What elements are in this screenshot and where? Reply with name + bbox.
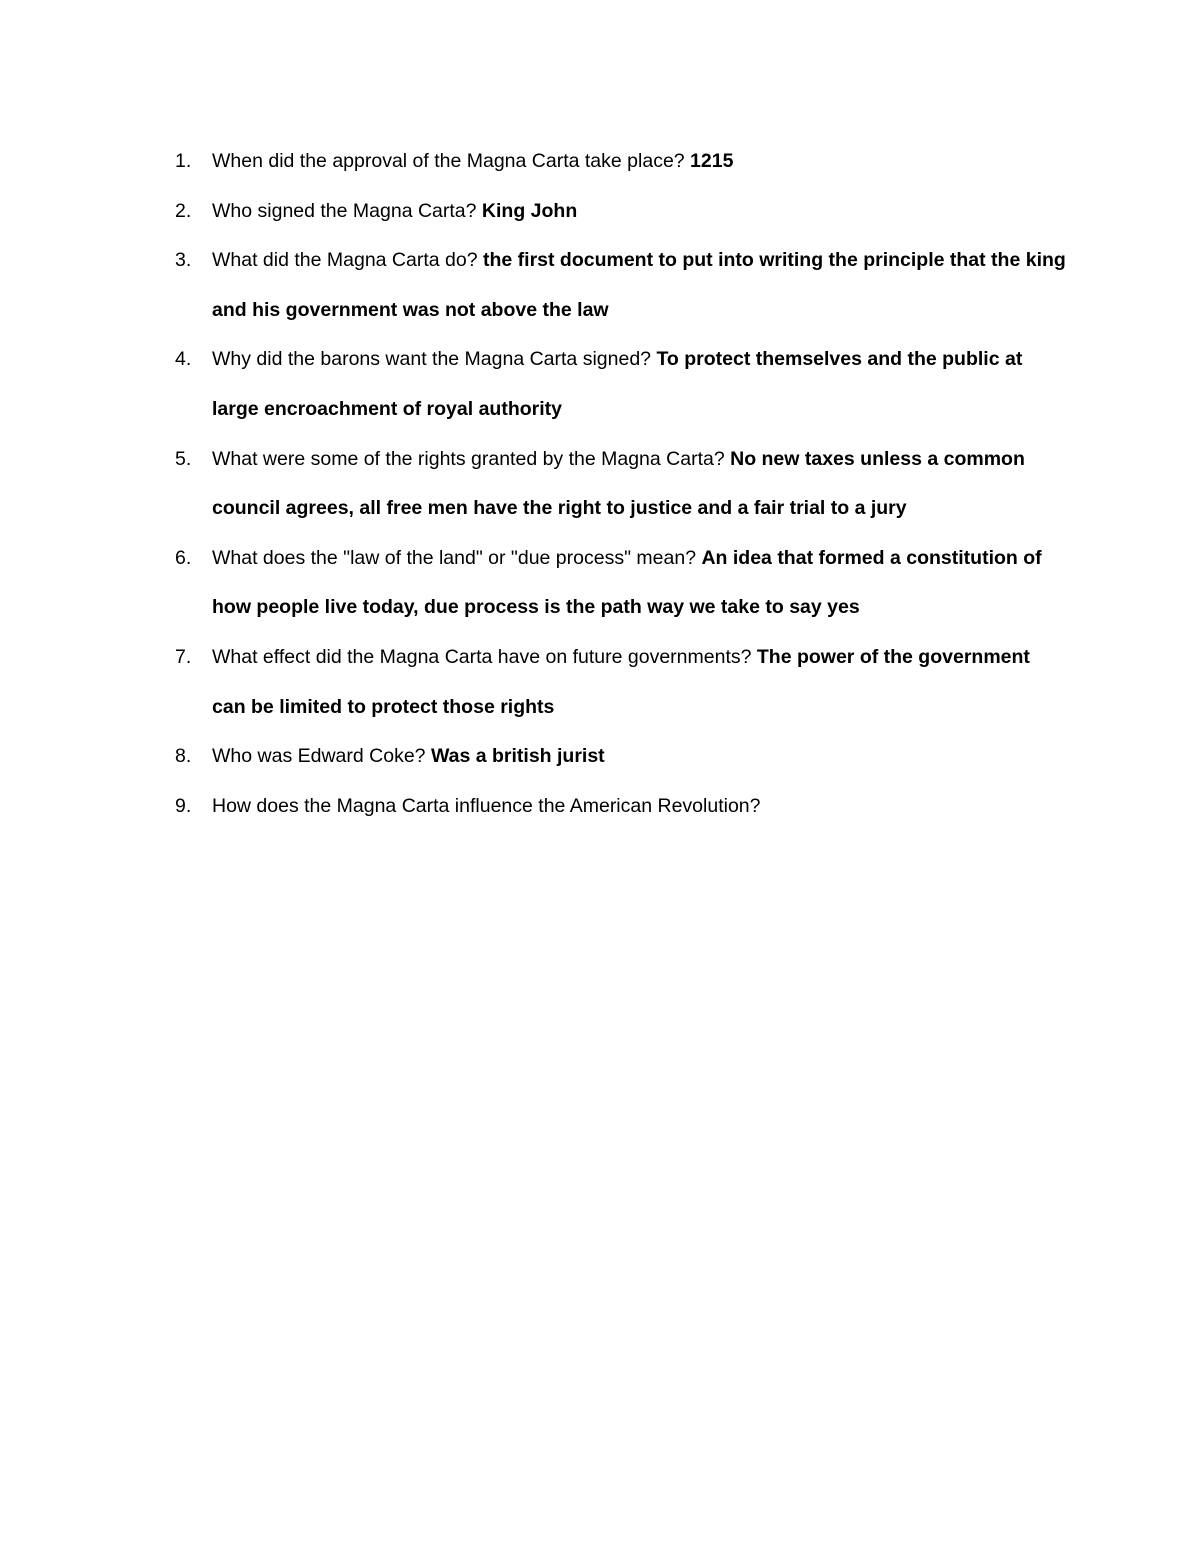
- item-number: 8.: [175, 745, 192, 768]
- list-item: [168, 236, 1068, 335]
- question-text: What did the Magna Carta do?: [212, 249, 483, 272]
- question-text: Who was Edward Coke?: [212, 745, 431, 768]
- question-text: What were some of the rights granted by the Magna Carta?: [212, 447, 731, 470]
- item-number: 5.: [175, 447, 192, 470]
- question-list: [168, 137, 1068, 831]
- list-item: [168, 534, 1068, 633]
- question-text: What does the "law of the land" or "due process" mean?: [212, 546, 702, 569]
- item-number: 6.: [175, 546, 192, 569]
- list-item: [168, 187, 1068, 237]
- list-item: [168, 633, 1068, 732]
- answer-text: To protect themselves and the public at large encroachment of royal authority: [212, 348, 1023, 420]
- item-number: 9.: [175, 794, 192, 817]
- question-text: Who signed the Magna Carta?: [212, 199, 482, 222]
- list-item: [168, 732, 1068, 782]
- item-number: 1.: [175, 150, 192, 172]
- list-item: [168, 435, 1068, 534]
- answer-text: No new taxes unless a common council agrees, all free men have the right to justice and a fair trial to a jury: [212, 447, 1025, 520]
- item-number: 3.: [175, 249, 192, 272]
- answer-text: 1215: [690, 150, 734, 172]
- item-number: 2.: [175, 199, 192, 222]
- item-number: 7.: [175, 645, 192, 668]
- question-text: When did the approval of the Magna Carta take place?: [212, 150, 691, 172]
- list-item: [168, 782, 1068, 832]
- question-text: What effect did the Magna Carta have on future governments?: [212, 645, 757, 668]
- answer-text: An idea that formed a constitution of how people live today, due process is the path way we take to say yes: [212, 546, 1042, 619]
- answer-text: Was a british jurist: [430, 745, 605, 768]
- list-item: [168, 137, 1068, 187]
- answer-text: The power of the government can be limited to protect those rights: [212, 645, 1030, 718]
- question-text: How does the Magna Carta influence the American Revolution?: [212, 794, 761, 817]
- answer-text: the first document to put into writing the principle that the king and his government was not above the law: [212, 249, 1066, 321]
- list-item: [168, 335, 1068, 434]
- question-text: Why did the barons want the Magna Carta signed?: [212, 348, 657, 371]
- item-number: 4.: [175, 348, 192, 371]
- answer-text: King John: [481, 199, 578, 222]
